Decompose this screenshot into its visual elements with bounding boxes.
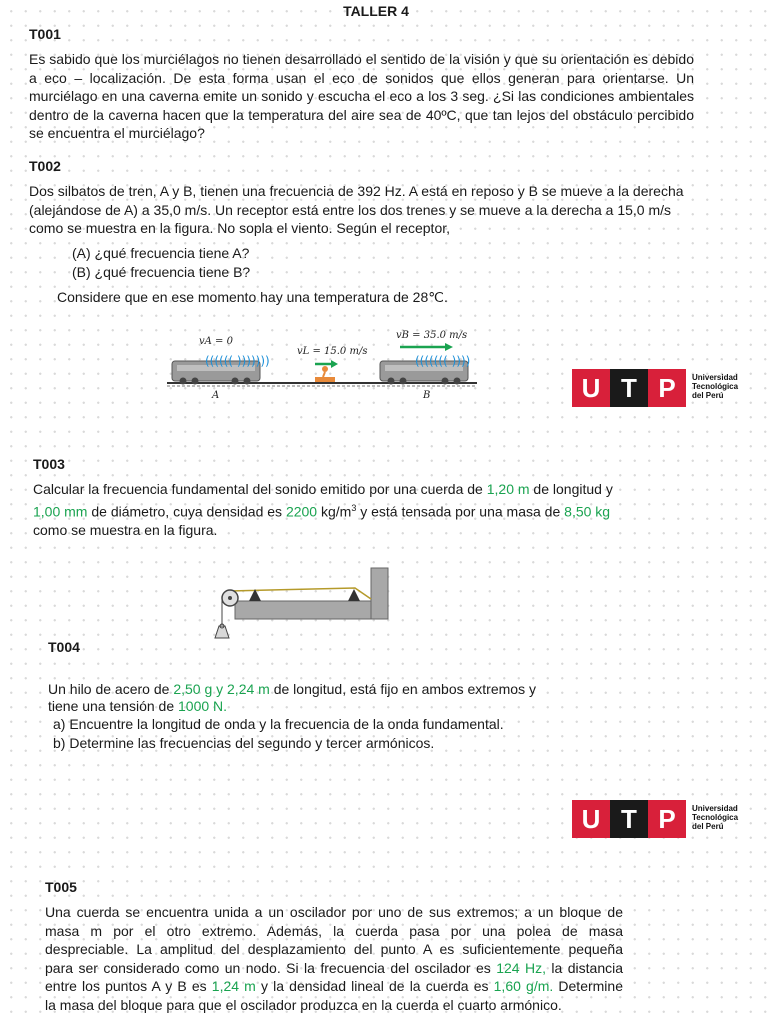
highlight-value: 1,20 m — [486, 481, 530, 497]
base-bar — [235, 601, 388, 619]
t005-line-5 — [45, 977, 623, 996]
t002-line-1: Dos silbatos de tren, A y B, tienen una frecuencia de 392 Hz. A está en reposo y B se mueve a la derecha — [29, 183, 684, 199]
text: de longitud, está fijo en ambos extremos y — [269, 681, 536, 697]
t002-line-3: como se muestra en la figura. No sopla el viento. Según el receptor, — [29, 220, 451, 237]
highlight-value: 2200 — [285, 503, 318, 520]
t003-heading: T003 — [33, 456, 65, 472]
receiver-cart-icon — [315, 366, 335, 382]
logo-text-line: Universidad — [692, 373, 738, 382]
highlight-value: 2,50 g y 2,24 m — [173, 681, 270, 697]
t004-item-b: b) Determine las frecuencias del segundo y tercer armónicos. — [53, 735, 435, 751]
text: tiene una tensión de — [48, 697, 178, 714]
t002-heading: T002 — [29, 158, 61, 174]
text: de longitud y — [529, 481, 613, 497]
t004-body — [48, 680, 608, 715]
sound-waves-b-icon: ((((((( )))) — [415, 354, 471, 368]
t002-body — [29, 182, 719, 238]
logo-letter-p: P — [648, 369, 686, 407]
t004-line-1 — [48, 680, 608, 699]
t004-heading: T004 — [48, 639, 80, 655]
t005-heading: T005 — [45, 879, 77, 895]
text: la distancia — [545, 959, 623, 976]
sound-waves-a-icon: (((((( ))))))) — [205, 354, 270, 368]
logo-letter-t: T — [610, 369, 648, 407]
page-title: TALLER 4 — [343, 3, 409, 19]
utp-logo — [572, 369, 744, 407]
t004-line-2 — [48, 697, 608, 716]
logo-text-line: Universidad — [692, 804, 738, 813]
t004-item-a: a) Encuentre la longitud de onda y la frecuencia de la onda fundamental. — [53, 716, 504, 732]
t001-heading: T001 — [29, 26, 61, 42]
logo-text-line: Tecnológica — [692, 382, 739, 391]
text: y está tensada por una masa de — [356, 503, 565, 520]
text: y la densidad lineal de la cuerda es — [255, 978, 494, 995]
logo-letter-u: U — [572, 800, 610, 838]
t003-line-2 — [33, 499, 673, 521]
train-a-label: A — [212, 390, 220, 401]
logo-letter-t: T — [610, 800, 648, 838]
text: entre los puntos A y B es — [45, 978, 212, 995]
t002-note: Considere que en ese momento hay una temperatura de 28℃. — [57, 289, 448, 305]
logo-text-line: del Perú — [692, 391, 724, 400]
t005-line-4 — [45, 959, 623, 978]
arrow-vb-icon — [400, 343, 453, 351]
logo-text — [692, 373, 738, 400]
text: Un hilo de acero de — [48, 681, 174, 697]
t001-body: Es sabido que los murciélagos no tienen desarrollado el sentido de la visión y que su orientación es debido a eco – localización. De esta forma usan el eco de sonidos que ellos generan para orientarse. Un murciélago en una caverna emite un sonido y escucha el eco a los 3 seg. ¿Si las condiciones ambientales dentro de la caverna hacen que la temperatura del aire sea de 40ºC, que tan lejos del obstáculo percibido se encuentra el murciélago? — [29, 51, 694, 142]
pulley-axle — [228, 596, 232, 600]
t005-line-3: despreciable. La amplitud del desplazamiento del punto A es suficientemente pequeña — [45, 941, 623, 958]
t005-line-6: la masa del bloque para que el oscilador produzca en la cuerda el cuarto armónico. — [45, 996, 562, 1013]
text: de diámetro, cuya densidad es — [87, 503, 286, 520]
superscript: 3 — [351, 502, 357, 513]
highlight-value: 1,00 mm — [33, 503, 88, 520]
va-label: vA = 0 — [199, 336, 233, 347]
text: kg/m — [317, 503, 352, 520]
trains-figure — [165, 325, 480, 405]
vl-label: vL = 15.0 m/s — [297, 346, 368, 357]
highlight-value: 1,24 m — [211, 978, 256, 995]
t005-body — [45, 903, 623, 1015]
t005-line-2: masa m por el otro extremo. Además, la cuerda pasa por una polea de masa — [45, 922, 623, 939]
highlight-value: 8,50 kg — [564, 503, 611, 520]
highlight-value: 124 Hz, — [496, 959, 546, 976]
string-pulley-figure — [205, 563, 395, 643]
text: Calcular la frecuencia fundamental del sonido emitido por una cuerda de — [33, 481, 487, 497]
train-b-label: B — [423, 390, 431, 401]
right-wall — [371, 568, 388, 619]
t002-item-a: (A) ¿qué frecuencia tiene A? — [72, 245, 250, 261]
t003-line-1 — [33, 480, 673, 499]
t002-line-2: (alejándose de A) a 35,0 m/s. Un receptor está entre los dos trenes y se mueve a la derecha a 15,0 m/s — [29, 201, 672, 218]
logo-text — [692, 804, 738, 831]
logo-letter-p: P — [648, 800, 686, 838]
text: para ser considerado como un nodo. Si la frecuencia del oscilador es — [45, 959, 497, 976]
vb-label: vB = 35.0 m/s — [396, 330, 468, 341]
t003-body — [33, 480, 673, 539]
t005-line-1: Una cuerda se encuentra unida a un oscilador por uno de sus extremos; a un bloque de — [45, 904, 623, 920]
t003-line-3: como se muestra en la figura. — [33, 521, 218, 538]
logo-text-line: Tecnológica — [692, 813, 739, 822]
logo-letter-u: U — [572, 369, 610, 407]
highlight-value: 1,60 g/m. — [493, 978, 554, 995]
logo-text-line: del Perú — [692, 822, 724, 831]
text: Determine — [553, 978, 623, 995]
highlight-value: 1000 N. — [178, 697, 228, 714]
utp-logo — [572, 800, 744, 838]
t002-item-b: (B) ¿qué frecuencia tiene B? — [72, 264, 251, 280]
